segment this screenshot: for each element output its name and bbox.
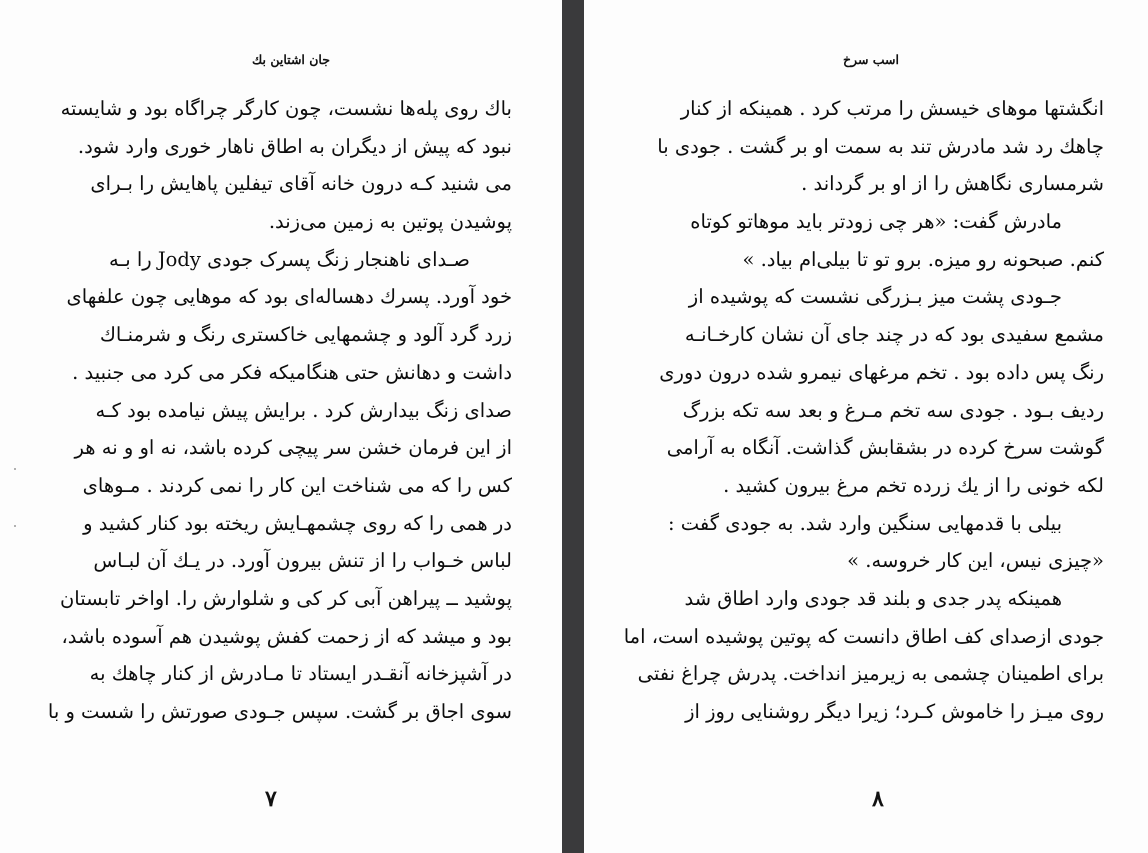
page-number-left: ۷: [265, 786, 277, 812]
page-number-right: ۸: [872, 786, 884, 812]
text-line: مشمع سفیدی بود که در چند جای آن نشان کارخـانـه: [684, 323, 1104, 347]
text-line: گوشت سرخ کرده در بشقابش گذاشت. آنگاه به آرامی: [666, 436, 1104, 460]
scan-speck: [14, 468, 16, 470]
text-line: بود و میشد که از زحمت کفش پوشیدن هم آسوده باشد،: [61, 624, 512, 648]
text-line: کنم. صبحونه رو میزه. برو تو تا بیلی‌ام بیاد. »: [742, 247, 1104, 271]
book-gutter: [562, 0, 584, 853]
text-line: انگشتها موهای خیسش را مرتب کرد . همینکه از کنار: [680, 97, 1104, 120]
left-page: [0, 0, 562, 853]
text-line: مادرش گفت: «هر چی زودتر باید موهاتو کوتاه: [690, 210, 1062, 234]
text-line: شرمساری نگاهش را از او بر گرداند .: [801, 172, 1104, 196]
text-line: نبود که پیش از دیگران به اطاق ناهار خوری وارد شود.: [77, 134, 512, 158]
text-line: زرد گرد آلود و چشمهایی خاکستری رنگ و شرمنـاك: [99, 323, 512, 347]
text-line: جودی ازصدای کف اطاق دانست که پوتین پوشیده است، اما: [623, 624, 1104, 648]
text-line: پوشید ــ پیراهن آبی کر کی و شلوارش را. اواخر تابستان: [59, 586, 512, 610]
text-line: برای اطمینان چشمی به زیرمیز انداخت. پدرش چراغ نفتی: [637, 662, 1104, 686]
left-page-body: [42, 90, 512, 731]
text-line: «چیزی نیس، این کار خروسه. »: [847, 549, 1104, 573]
text-line: روی میـز را خاموش کـرد؛ زیرا دیگر روشنایی روز از: [685, 700, 1104, 723]
text-line: سوی اجاق بر گشت. سپس جـودی صورتش را شست و با: [47, 700, 512, 723]
text-line: پوشیدن پوتین به زمین می‌زند.: [268, 210, 512, 234]
text-line: در آشپزخانه آنقـدر ایستاد تا مـادرش از کنار چاهك به: [89, 662, 512, 686]
text-line: همینکه پدر جدی و بلند قد جودی وارد اطاق شد: [684, 586, 1062, 610]
text-line: می شنید کـه درون خانه آقای تیفلین پاهایش را بـرای: [90, 172, 512, 196]
right-page-body: [614, 90, 1104, 731]
text-line: در همی را که روی چشمهـایش ریخته بود کنار کشید و: [83, 511, 512, 535]
text-line: صـدای ناهنجار زنگ پسرک جودی Jody را بـه: [109, 247, 470, 271]
scan-speck: [14, 525, 16, 527]
text-line: صدای زنگ بیدارش کرد . برایش پیش نیامده بود کـه: [95, 398, 512, 422]
running-head-left: جان اشتاین بك: [252, 52, 330, 67]
text-line: ردیف بـود . جودی سه تخم مـرغ و بعد سه تکه بزرگ: [682, 398, 1104, 422]
text-line: رنگ پس داده بود . تخم مرغهای نیمرو شده درون دوری: [659, 360, 1104, 384]
text-line: بیلی با قدمهایی سنگین وارد شد. به جودی گفت :: [667, 511, 1062, 535]
right-page: [584, 0, 1148, 853]
text-line: خود آورد. پسرك دهساله‌ای بود که موهایی چون علفهای: [66, 285, 512, 309]
text-line: کس را که می شناخت این کار را نمی کردند . مـوهای: [82, 473, 512, 497]
text-line: داشت و دهانش حتی هنگامیکه فکر می کرد می جنبید .: [72, 360, 512, 384]
text-line: لباس خـواب را از تنش بیرون آورد. در یـك آن لبـاس: [93, 549, 512, 573]
running-head-right: اسب سرخ: [842, 52, 899, 67]
text-line: لکه خونی را از یك زرده تخم مرغ بیرون کشید .: [723, 473, 1104, 497]
text-line: جـودی پشت میز بـزرگی نشست که پوشیده از: [688, 285, 1062, 309]
text-line: چاهك رد شد مادرش تند به سمت او بر گشت . جودی با: [657, 134, 1104, 158]
text-line: از این فرمان خشن سر پیچی کرده باشد، نه او و نه هر: [74, 436, 512, 460]
text-line: باك روى پله‌ها نشست، چون کارگر چراگاه بود و شایسته: [60, 97, 512, 120]
